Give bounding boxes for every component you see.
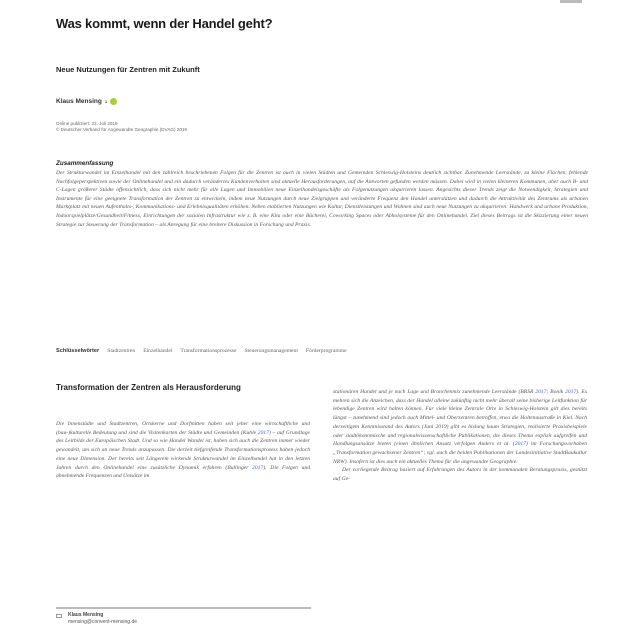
body-paragraph: Der vorliegende Beitrag basiert auf Erfahrungen des Autors in der kommunalen Beratungspraxis, gestützt auf Ge- bbox=[333, 467, 587, 483]
footnote-email[interactable]: mensing@convent-mensing.de bbox=[68, 619, 138, 625]
page-corner-mark bbox=[560, 0, 582, 3]
article-subtitle: Neue Nutzungen für Zentren mit Zukunft bbox=[56, 65, 200, 74]
keyword: Einzelhandel bbox=[143, 348, 173, 354]
body-paragraph bbox=[333, 388, 587, 466]
citation-link[interactable]: 2017 bbox=[252, 464, 264, 471]
keyword: Förderprogramme bbox=[305, 348, 347, 354]
published-date: Online publiziert: 23. Juli 2019 bbox=[56, 121, 118, 126]
citation-link[interactable]: 2017 bbox=[565, 389, 577, 395]
section-heading: Transformation der Zentren als Herausforderung bbox=[56, 383, 241, 392]
citation-link[interactable]: 2017 bbox=[514, 441, 526, 448]
footnote-divider bbox=[56, 607, 311, 609]
keyword: Stadtzentren bbox=[107, 348, 136, 354]
article-title: Was kommt, wenn der Handel geht? bbox=[56, 16, 273, 31]
body-text: ). Es mehren sich die Anzeichen, dass der Handel alleine zukünftig nicht mehr überall seine bisherige Leitfunktion für lebendige Zentren wird halten können. Für viele kleine Zentrale Orte in Schleswig-Holstein gilt dies bereits längst – zunehmend sind jedoch auch Mittel- und Oberzentren betroffen, etwa die Holtenaustraße in Kiel. Nach derzeitigem Kenntnisstand des Autors (Juni 2019) gibt es bislang kaum Strategien, realisierte Praxisbeispiele oder stadtökonomische und regionalwissenschaftliche Publikationen, die dieses Thema explizit aufgreifen und Handlungsansätze bieten (einen ähnlichen Ansatz verfolgen Anders et al. ( bbox=[333, 389, 587, 448]
body-text: ; Bonik bbox=[546, 389, 566, 395]
body-text: stationären Handel und je nach Lage und Branchenmix zunehmende Leerstände (BBSR bbox=[333, 389, 536, 395]
keywords-label: Schlüsselwörter bbox=[56, 348, 100, 354]
author-affiliation-marker: 1 bbox=[104, 99, 108, 104]
citation-link[interactable]: 2017 bbox=[257, 429, 269, 436]
keyword: Transformationsprozesse bbox=[180, 348, 237, 354]
author-name[interactable]: Klaus Mensing bbox=[56, 98, 102, 105]
body-text: ) im Forschungsvorhaben „Transformation gewachsener Zentren“; vgl. auch die beiden Publikationen der Landesinitiative StadtBaukultur NRW). Insofern ist dies auch ein aktuelles Thema für die angewandte Geographie. bbox=[333, 441, 587, 465]
mail-icon bbox=[56, 614, 62, 618]
author-line bbox=[56, 98, 117, 105]
abstract-text: Der Strukturwandel im Einzelhandel mit den zahlreich beschriebenen Folgen für die Zentren ist auch in vielen Städten und Gemeinden Schleswig-Holsteins deutlich sichtbar. Zunehmende Leerstände, zu kleine Flächen, fehlende Nachfolgeperspektiven sowie der Onlinehandel und ein dadurch verändertes Kundenverhalten sind aktuelle Herausforderungen, auf die Antworten gefunden werden müssen. Dabei wird in vielen kleineren Kommunen, aber auch B- und C-Lagen größerer Städte offensichtlich, dass sich nicht mehr für alle Lagen und Immobilien neue Einzelhandelsgeschäfte als Folgenutzungen akquirieren lassen. Angesichts dieser Trends zeigt die Notwendigkeit, Strategien und Instrumente für eine geeignete Transformation der Zentren zu entwickeln, indem neue Nutzungen durch neue Zielgruppen und veränderte Frequenz den Handel unterstützen und dadurch die Attraktivität des Zentrums als urbanen Marktplatz mit neuen Aufenthalts-, Kommunikations- und Erlebnisqualitäten erhöhen. Neben etablierten Nutzungen wie Kultur, Dienstleistungen und Wohnen sind auch neue Nutzungen zu akquirieren: Handwerk und urbane Produktion, Indoorspielplätze/Gesundheit/Fitness, Einrichtungen der sozialen Infrastruktur wie z. B. eine Kita oder eine Bücherei, Coworking Spaces oder Abholsysteme für den Onlinehandel. Ziel dieses Beitrags ist die Skizzierung einer neuen Strategie zur Steuerung der Transformation – als Anregung für eine breitere Diskussion in Forschung und Praxis. bbox=[56, 170, 588, 228]
body-text: ). Die Folgen und abnehmende Frequenzen und Umsätze im bbox=[56, 464, 310, 480]
footnote bbox=[56, 612, 137, 626]
abstract-heading: Zusammenfassung bbox=[56, 160, 114, 167]
footnote-author: Klaus Mensing bbox=[68, 612, 104, 618]
citation-link[interactable]: 2017 bbox=[535, 389, 547, 395]
body-column-left bbox=[56, 420, 310, 481]
keyword: Steuerungsmanagement bbox=[244, 348, 298, 354]
body-text: ) – auf Grundlage des Leitbilds der Europäischen Stadt. Und so wie Handel Wandel ist, haben sich auch die Zentren immer wieder gewandelt, um sich an neue Trends anzupassen. Die derzeit tiefgreifende Transformationsprozess haben jedoch eine neue Dimension. Der bereits seit Längerem wirkende Strukturwandel im Einzelhandel hat in den letzten Jahren durch den Onlinehandel eine zusätzliche Dynamik erfahren (Bullinger bbox=[56, 429, 310, 471]
publication-meta bbox=[56, 121, 187, 133]
body-paragraph bbox=[56, 420, 310, 481]
copyright-line: © Deutscher Verband für Angewandte Geographie (DVAG) 2019 bbox=[56, 127, 187, 133]
body-text: Die Innenstädte und Stadtzentren, Ortskerne und Dorfmitten haben seit jeher eine wirtschaftliche und (bau-)kulturelle Bedeutung und sind die Visitenkarten der Städte und Gemeinden (Kuhle bbox=[56, 421, 310, 436]
orcid-icon[interactable] bbox=[110, 98, 117, 105]
keywords-row bbox=[56, 348, 347, 354]
body-column-right bbox=[333, 388, 587, 642]
